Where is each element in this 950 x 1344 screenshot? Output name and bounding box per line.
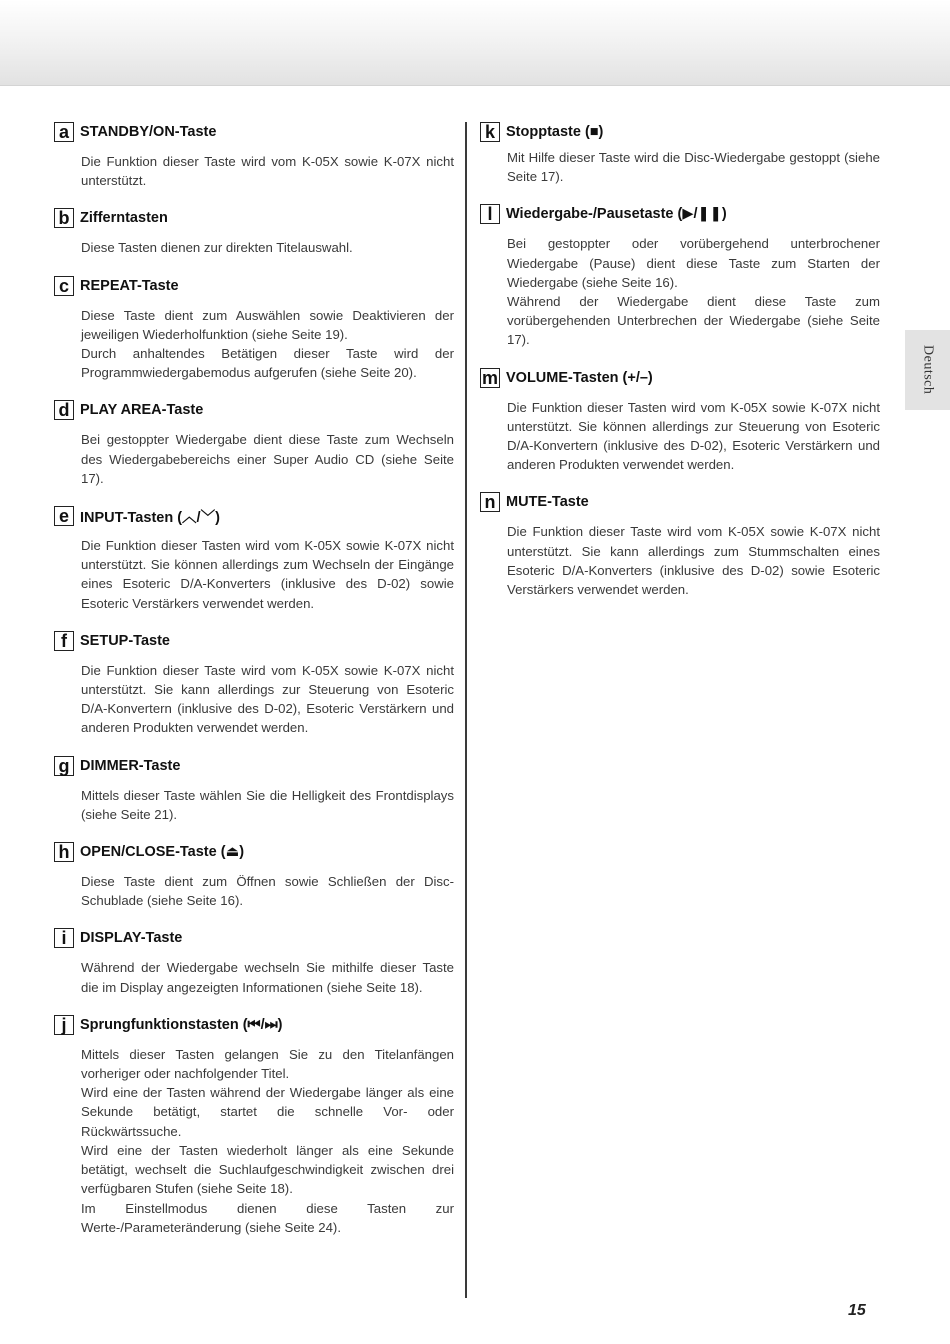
entry-title: Stopptaste (■): [506, 124, 604, 140]
entry-title: DIMMER-Taste: [80, 757, 181, 774]
entry-letter: i: [54, 928, 74, 948]
entry-letter: e: [54, 506, 74, 526]
entry-paragraph: Diese Taste dient zum Öffnen sowie Schließen der Disc-Schublade (siehe Seite 16).: [81, 874, 454, 909]
language-tab-label: Deutsch: [920, 345, 936, 395]
entry-title: OPEN/CLOSE-Taste (⏏): [80, 844, 245, 861]
entry-body: [507, 148, 880, 186]
entry-head: [54, 120, 454, 144]
entry-paragraph: Wird eine der Tasten wiederholt länger als eine Sekunde betätigt, wechselt die Suchlaufgeschwindigkeit zwischen drei verfügbaren Stufen (siehe Seite 18).: [81, 1142, 454, 1197]
entry-letter: k: [480, 122, 500, 142]
entry-letter: g: [54, 756, 74, 776]
entry-letter: j: [54, 1015, 74, 1035]
column-divider: [465, 122, 467, 1298]
entry-head: [54, 840, 454, 864]
entry-a: [54, 120, 454, 190]
entry-body: [81, 661, 454, 738]
entry-paragraph: Diese Taste dient zum Auswählen sowie Deaktivieren der jeweiligen Wiederholfunktion (siehe Seite 19).: [81, 307, 454, 342]
entry-letter: d: [54, 400, 74, 420]
entry-head: [480, 490, 880, 514]
entry-paragraph: Im Einstellmodus dienen diese Tasten zur Werte-/Parameteränderung (siehe Seite 24).: [81, 1200, 454, 1235]
entry-body: [507, 398, 880, 475]
entry-title: Zifferntasten: [80, 210, 168, 227]
language-tab: [905, 330, 950, 410]
entry-title: Wiedergabe-/Pausetaste (▶/❚❚): [506, 206, 727, 223]
entry-head: [480, 120, 880, 144]
entry-body: [81, 786, 454, 824]
entry-paragraph: Mit Hilfe dieser Taste wird die Disc-Wiedergabe gestoppt (siehe Seite 17).: [507, 150, 880, 185]
entry-body: [81, 238, 454, 257]
entry-body: [81, 958, 454, 996]
entry-body: [81, 306, 454, 383]
entry-head: [54, 206, 454, 230]
entry-body: [81, 1045, 454, 1237]
entry-paragraph: Bei gestoppter oder vorübergehend unterbrochener Wiedergabe (Pause) dient diese Taste zum Starten der Wiedergabe (siehe Seite 16).: [507, 236, 880, 290]
entry-letter: m: [481, 367, 498, 388]
entry-title: VOLUME-Tasten (+/–): [506, 369, 653, 386]
entry-c: [54, 274, 454, 383]
entry-title: REPEAT-Taste: [80, 277, 179, 294]
entry-head: [54, 926, 454, 950]
entry-body: [507, 522, 880, 599]
entry-letter: a: [54, 122, 74, 142]
entry-letter: n: [480, 492, 500, 512]
entry-body: [81, 430, 454, 488]
entry-head: [54, 274, 454, 298]
entry-title: INPUT-Tasten (︿/﹀): [80, 509, 220, 526]
entry-body: [81, 872, 454, 910]
entry-title: DISPLAY-Taste: [80, 930, 183, 947]
entry-letter: l: [480, 204, 500, 224]
entry-e: [54, 504, 454, 613]
entry-head: [54, 504, 454, 528]
entry-body: [507, 234, 880, 349]
entry-body: [81, 152, 454, 190]
entry-paragraph: Während der Wiedergabe wechseln Sie mithilfe dieser Taste die im Display angezeigten Informationen (siehe Seite 18).: [81, 960, 454, 995]
entry-head: [54, 629, 454, 653]
right-column: [480, 120, 880, 599]
entry-k: [480, 120, 880, 186]
entry-d: [54, 398, 454, 488]
entry-paragraph: Die Funktion dieser Taste wird vom K-05X sowie K-07X nicht unterstützt.: [81, 154, 454, 189]
entry-i: [54, 926, 454, 996]
entry-title: MUTE-Taste: [506, 494, 589, 511]
entry-paragraph: Die Funktion dieser Taste wird vom K-05X sowie K-07X nicht unterstützt. Sie kann allerdings zur Steuerung von Esoteric D/A-Konvertern (inklusive des D-02), Esoteric Verstärkern und anderen Produkten verwendet werden.: [81, 662, 454, 736]
entry-head: [480, 366, 880, 390]
entry-h: [54, 840, 454, 910]
page-number: 15: [848, 1302, 866, 1319]
entry-body: [81, 536, 454, 613]
entry-head: [54, 1013, 454, 1037]
entry-paragraph: Die Funktion dieser Taste wird vom K-05X sowie K-07X nicht unterstützt. Sie kann allerdings zum Stummschalten eines Esoteric D/A-Konverters (inklusive des D-02) sowie Esoteric Verstärkers verwendet werden.: [507, 524, 880, 598]
entry-paragraph: Während der Wiedergabe dient diese Taste zum vorübergehenden Unterbrechen der Wiedergabe (siehe Seite 17).: [507, 294, 880, 348]
entry-paragraph: Wird eine der Tasten während der Wiedergabe länger als eine Sekunde betätigt, startet die schnelle Vor- oder Rückwärtssuche.: [81, 1085, 454, 1139]
entry-title: SETUP-Taste: [80, 632, 170, 649]
entry-letter: c: [54, 276, 74, 296]
entry-paragraph: Die Funktion dieser Tasten wird vom K-05X sowie K-07X nicht unterstützt. Sie können allerdings zur Steuerung von Esoteric D/A-Konvertern (inklusive des D-02), Esoteric Verstärkern und anderen Produkten verwendet werden.: [507, 399, 880, 473]
entry-paragraph: Mittels dieser Tasten gelangen Sie zu den Titelanfängen vorheriger oder nachfolgender Titel.: [81, 1046, 454, 1082]
entry-f: [54, 629, 454, 738]
entry-letter: h: [54, 842, 74, 862]
entry-paragraph: Durch anhaltendes Betätigen dieser Taste wird der Programmwiedergabemodus aufgerufen (siehe Seite 20).: [81, 346, 454, 381]
left-column: [54, 120, 454, 1237]
entry-l: [480, 202, 880, 349]
entry-g: [54, 754, 454, 824]
entry-letter: f: [54, 631, 74, 651]
entry-b: [54, 206, 454, 257]
entry-m: [480, 366, 880, 475]
entry-title: PLAY AREA-Taste: [80, 402, 204, 419]
entry-paragraph: Mittels dieser Taste wählen Sie die Helligkeit des Frontdisplays (siehe Seite 21).: [81, 787, 454, 822]
entry-paragraph: Bei gestoppter Wiedergabe dient diese Taste zum Wechseln des Wiedergabebereichs einer Super Audio CD (siehe Seite 17).: [81, 432, 454, 486]
entry-n: [480, 490, 880, 599]
entry-j: [54, 1013, 454, 1237]
entry-letter: b: [54, 208, 74, 228]
entry-head: [480, 202, 880, 226]
entry-head: [54, 754, 454, 778]
entry-title: Sprungfunktionstasten (⏮/⏭): [80, 1016, 283, 1033]
entry-head: [54, 398, 454, 422]
header-band: [0, 0, 950, 86]
entry-paragraph: Die Funktion dieser Tasten wird vom K-05X sowie K-07X nicht unterstützt. Sie können allerdings zum Wechseln der Eingänge eines Esoteric D/A-Konverters (inklusive des D-02) sowie Esoteric Verstärkers verwendet werden.: [81, 538, 454, 611]
entry-title: STANDBY/ON-Taste: [80, 124, 217, 140]
entry-paragraph: Diese Tasten dienen zur direkten Titelauswahl.: [81, 240, 353, 256]
